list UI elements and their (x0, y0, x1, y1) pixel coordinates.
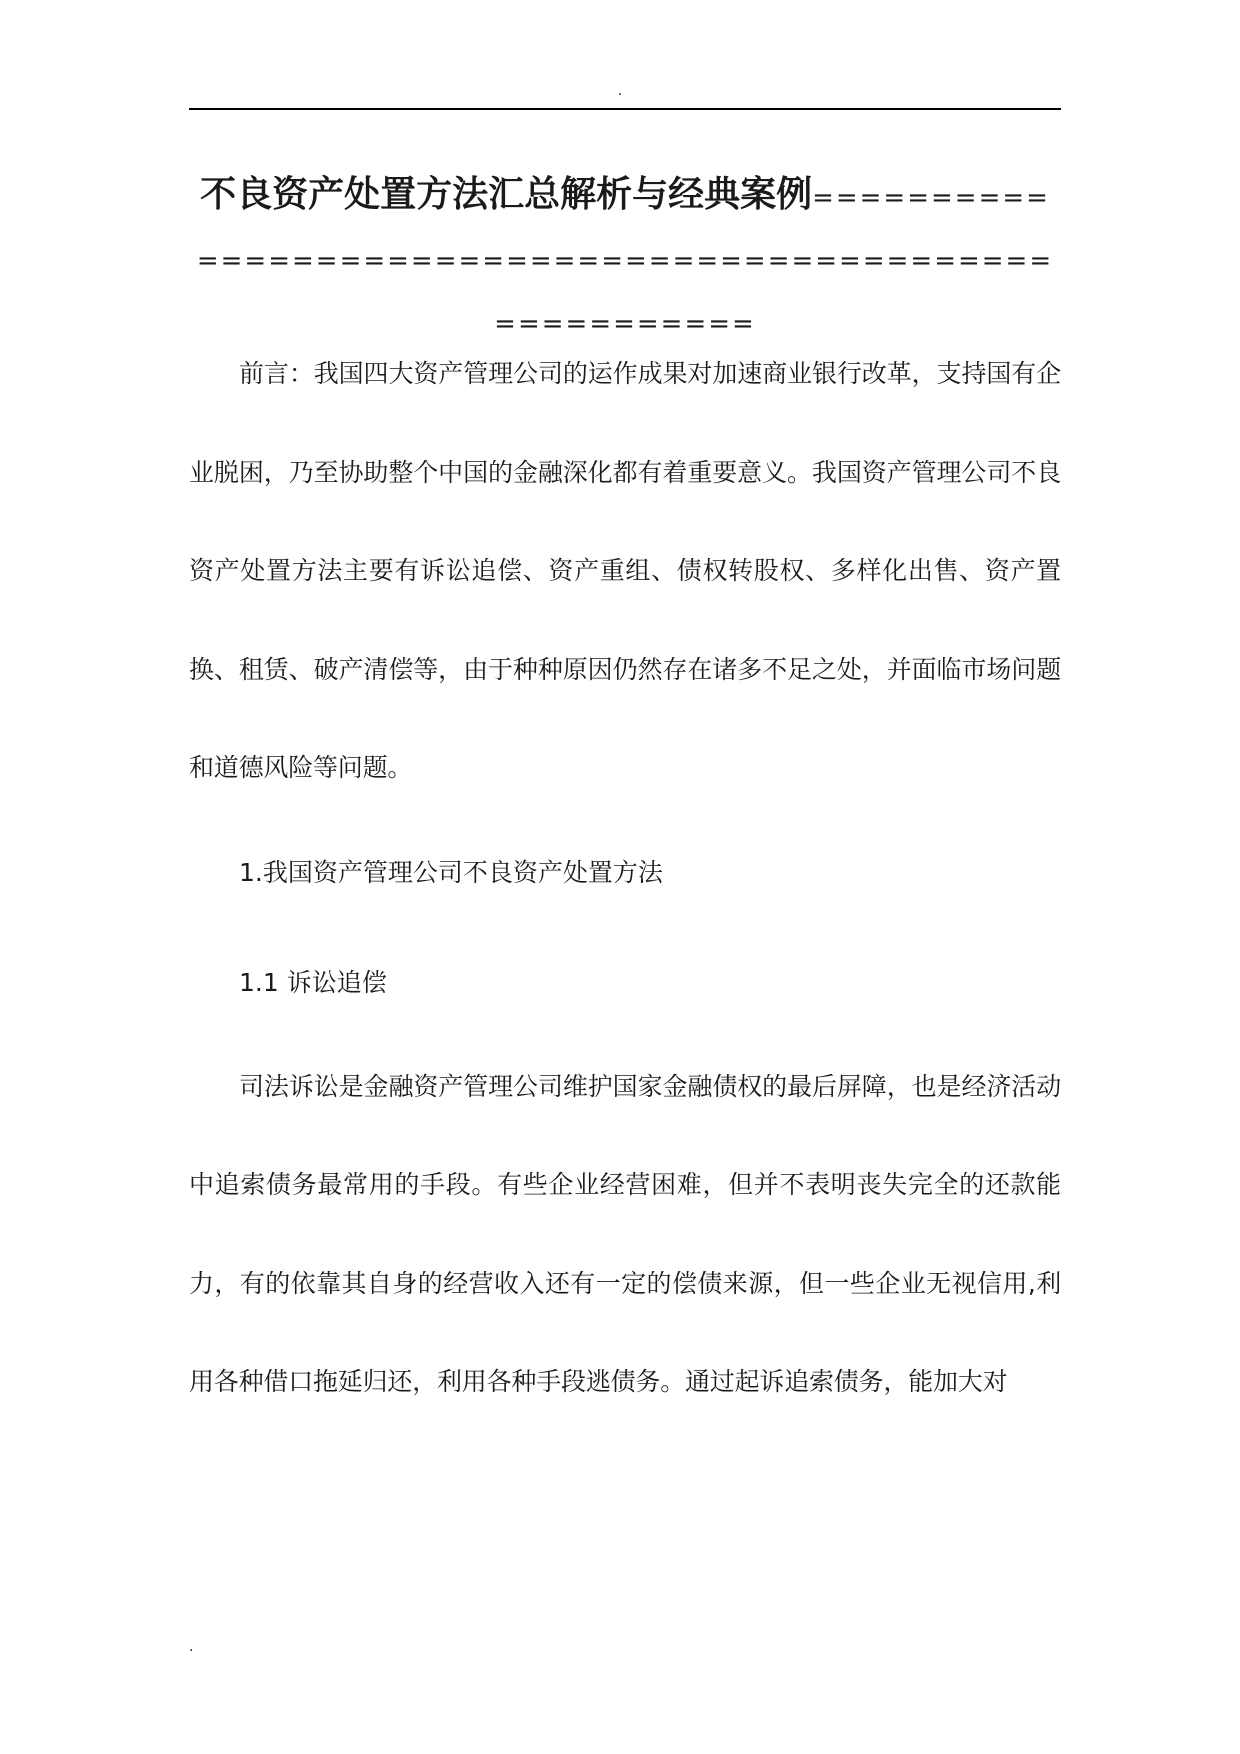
document-title-separator: ========================================================= (196, 183, 1054, 339)
preface-paragraph: 前言：我国四大资产管理公司的运作成果对加速商业银行改革，支持国有企业脱困，乃至协助整个中国的金融深化都有着重要意义。我国资产管理公司不良资产处置方法主要有诉讼追偿、资产重组、债权转股权、多样化出售、资产置换、租赁、破产清偿等，由于种种原因仍然存在诸多不足之处，并面临市场问题和道德风险等问题。 (189, 359, 1061, 782)
document-body (189, 325, 1061, 1432)
header-mark: . (617, 83, 623, 99)
section-heading: 1.我国资产管理公司不良资产处置方法 (239, 857, 663, 887)
document-title-text: 不良资产处置方法汇总解析与经典案例 (200, 174, 813, 215)
header-rule (189, 108, 1061, 110)
subsection-heading: 1.1 诉讼追偿 (239, 967, 387, 997)
footer-mark: . (189, 1639, 194, 1655)
body-paragraph: 司法诉讼是金融资产管理公司维护国家金融债权的最后屏障，也是经济活动中追索债务最常用的手段。有些企业经营困难，但并不表明丧失完全的还款能力，有的依靠其自身的经营收入还有一定的偿债来源，但一些企业无视信用,利用各种借口拖延归还，利用各种手段逃债务。通过起诉追索债务，能加大对 (189, 1071, 1061, 1396)
